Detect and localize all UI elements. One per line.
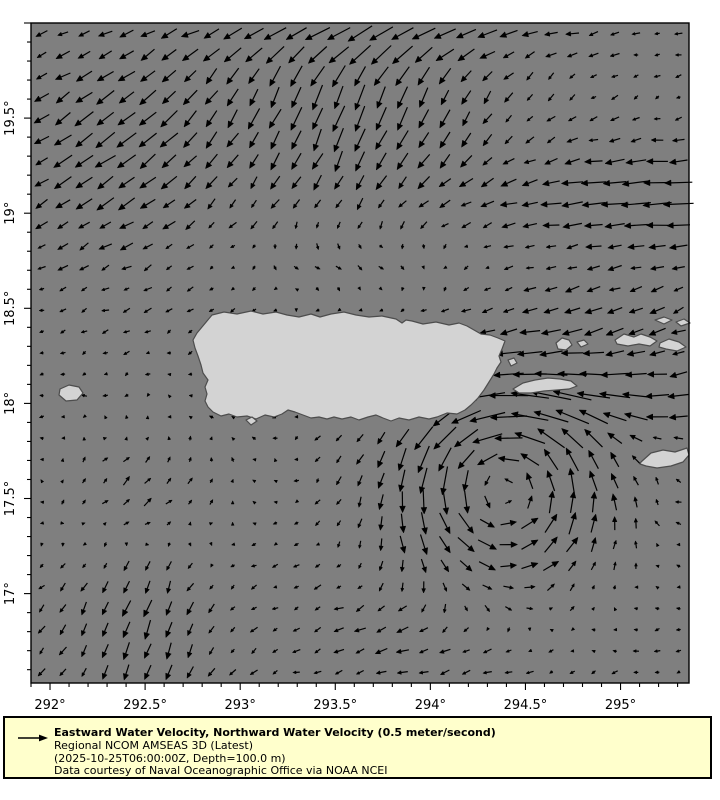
legend-key-arrow bbox=[17, 733, 49, 743]
x-tick-label: 294° bbox=[414, 698, 447, 713]
legend-line-4: Data courtesy of Naval Oceanographic Office via NOAA NCEI bbox=[54, 764, 388, 778]
x-tick-label: 293.5° bbox=[313, 698, 358, 713]
island-puerto-rico bbox=[193, 311, 505, 421]
y-tick-label: 17° bbox=[3, 582, 18, 606]
x-tick-label: 294.5° bbox=[503, 698, 548, 713]
y-tick-label: 19.5° bbox=[3, 100, 18, 136]
x-tick-label: 292° bbox=[34, 698, 66, 713]
x-tick-label: 292.5° bbox=[123, 698, 167, 713]
legend-line-3: (2025-10-25T06:00:00Z, Depth=100.0 m) bbox=[54, 751, 286, 765]
legend-line-2: Regional NCOM AMSEAS 3D (Latest) bbox=[54, 738, 253, 752]
y-tick-label: 18.5° bbox=[3, 290, 18, 327]
legend-box bbox=[3, 716, 712, 779]
y-tick-label: 18° bbox=[3, 391, 18, 415]
y-tick-label: 17.5° bbox=[3, 480, 18, 517]
legend-title: Eastward Water Velocity, Northward Water Velocity (0.5 meter/second) bbox=[54, 726, 496, 739]
x-tick-label: 293° bbox=[224, 698, 256, 713]
legend-text bbox=[54, 727, 704, 778]
y-tick-label: 19° bbox=[3, 201, 18, 225]
x-tick-label: 295° bbox=[604, 698, 637, 713]
